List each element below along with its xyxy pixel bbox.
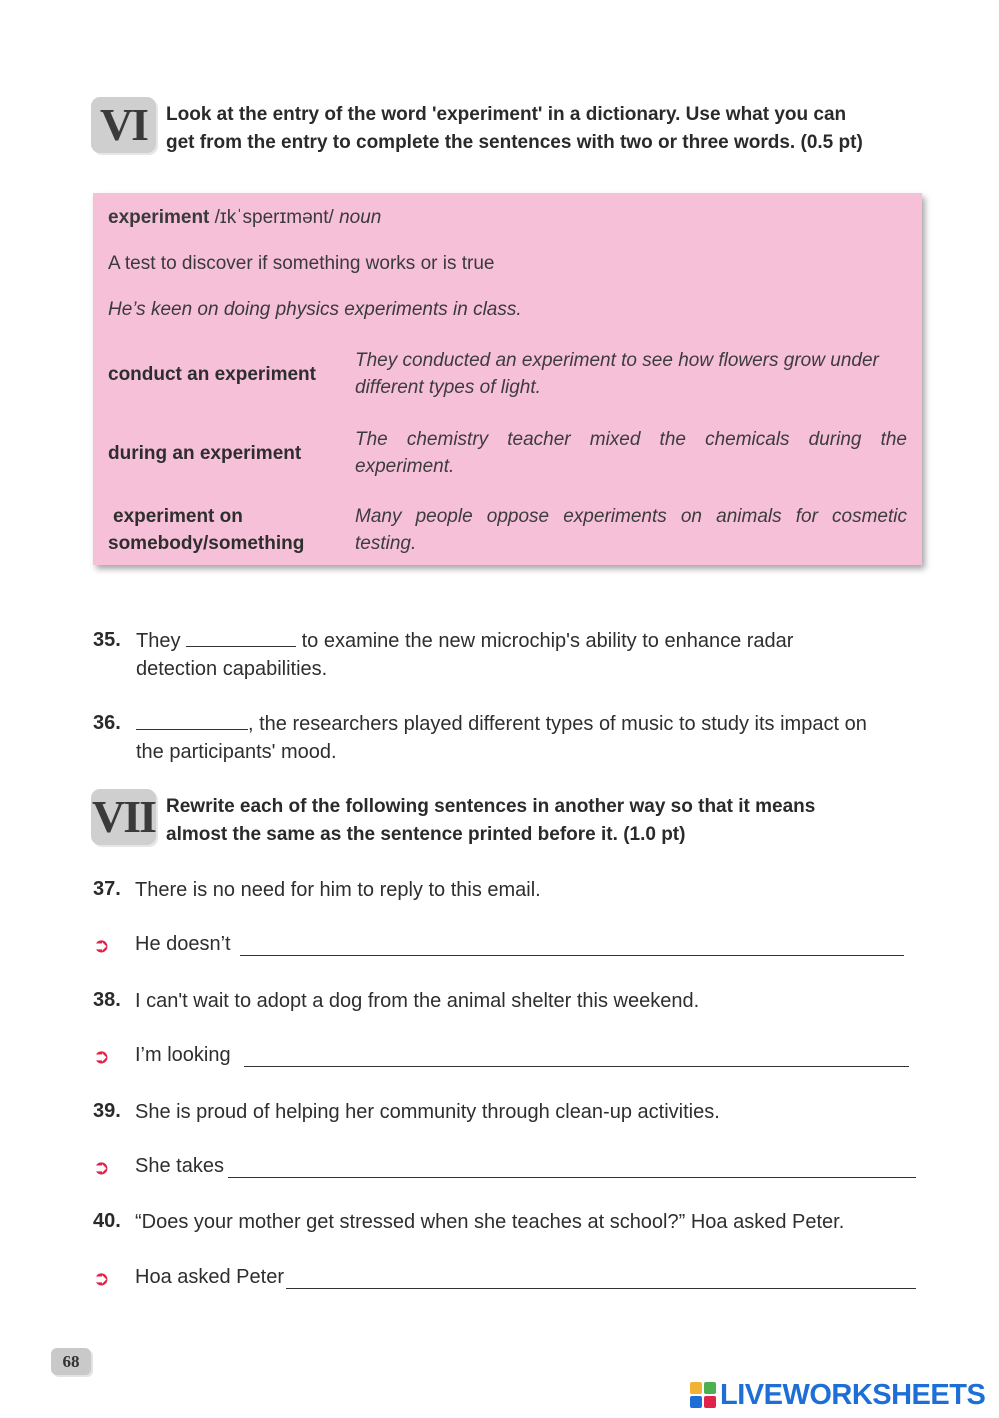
question-line — [136, 627, 926, 655]
example-line: testing. — [355, 533, 417, 554]
question-number: 37. — [93, 878, 121, 900]
section-badge-vi: VI — [91, 97, 156, 153]
example-line: different types of light. — [355, 377, 541, 398]
answer-lead: He doesn’t — [135, 933, 231, 955]
instruction-line: get from the entry to complete the sentences with two or three words. (0.5 pt) — [166, 132, 863, 153]
collocation-example — [355, 503, 907, 557]
question-number: 36. — [93, 712, 121, 734]
question-before: They — [136, 630, 181, 652]
term-line: conduct an experiment — [108, 364, 316, 385]
term-line: experiment on — [113, 506, 243, 527]
section-vi-instruction — [166, 101, 926, 157]
answer-line-40[interactable] — [286, 1288, 916, 1289]
example-line: Many people oppose experiments on animals for cosmetic — [355, 506, 907, 527]
pronunciation: /ɪkˈsperɪmənt/ — [214, 207, 334, 228]
example-sentence: He’s keen on doing physics experiments in class. — [108, 299, 522, 320]
collocation-term — [108, 361, 338, 388]
question-sentence: There is no need for him to reply to this email. — [135, 879, 541, 901]
dictionary-entry-box — [93, 193, 922, 565]
answer-line-39[interactable] — [228, 1177, 916, 1178]
term-line: during an experiment — [108, 443, 302, 464]
entry-headline — [108, 207, 381, 229]
question-number: 35. — [93, 629, 121, 651]
liveworksheets-logo[interactable] — [690, 1378, 985, 1412]
answer-line-37[interactable] — [240, 955, 904, 956]
arrow-icon: ➲ — [93, 1046, 110, 1068]
part-of-speech: noun — [339, 207, 382, 228]
arrow-icon: ➲ — [93, 1157, 110, 1179]
brand-text: LIVEWORKSHEETS — [720, 1378, 986, 1411]
answer-lead: I’m looking — [135, 1044, 231, 1066]
instruction-line: almost the same as the sentence printed before it. (1.0 pt) — [166, 824, 686, 845]
question-after: , the researchers played different types of music to study its impact on — [248, 713, 867, 735]
blank-35[interactable] — [186, 628, 296, 647]
instruction-line: Rewrite each of the following sentences in another way so that it means — [166, 796, 816, 817]
question-number: 40. — [93, 1210, 121, 1232]
definition: A test to discover if something works or is true — [108, 253, 495, 274]
question-after: to examine the new microchip's ability to enhance radar — [296, 630, 794, 652]
brand-grid-icon — [690, 1382, 716, 1408]
question-text — [136, 627, 926, 683]
question-number: 38. — [93, 989, 121, 1011]
page-number: 68 — [51, 1348, 91, 1375]
question-sentence: “Does your mother get stressed when she teaches at school?” Hoa asked Peter. — [135, 1211, 845, 1233]
example-line: The chemistry teacher mixed the chemicals during the — [355, 429, 907, 450]
question-sentence: I can't wait to adopt a dog from the animal shelter this weekend. — [135, 990, 700, 1012]
term-line: somebody/something — [108, 533, 305, 554]
question-line: detection capabilities. — [136, 658, 328, 680]
answer-lead: Hoa asked Peter — [135, 1266, 284, 1288]
section-badge-vii: VII — [91, 789, 156, 845]
arrow-icon: ➲ — [93, 935, 110, 957]
question-sentence: She is proud of helping her community through clean-up activities. — [135, 1101, 720, 1123]
example-line: They conducted an experiment to see how flowers grow under — [355, 350, 879, 371]
instruction-line: Look at the entry of the word 'experiment' in a dictionary. Use what you can — [166, 104, 847, 125]
answer-lead: She takes — [135, 1155, 224, 1177]
headword: experiment — [108, 207, 210, 228]
collocation-term — [108, 440, 338, 467]
example-line: experiment. — [355, 456, 455, 477]
section-vii-instruction — [166, 793, 926, 849]
question-line — [136, 710, 926, 738]
collocation-example — [355, 426, 907, 480]
collocation-term — [108, 503, 338, 557]
question-text — [136, 710, 926, 766]
question-line: the participants' mood. — [136, 741, 337, 763]
collocation-example — [355, 347, 907, 401]
answer-line-38[interactable] — [244, 1066, 909, 1067]
question-number: 39. — [93, 1100, 121, 1122]
blank-36[interactable] — [136, 711, 248, 730]
arrow-icon: ➲ — [93, 1268, 110, 1290]
